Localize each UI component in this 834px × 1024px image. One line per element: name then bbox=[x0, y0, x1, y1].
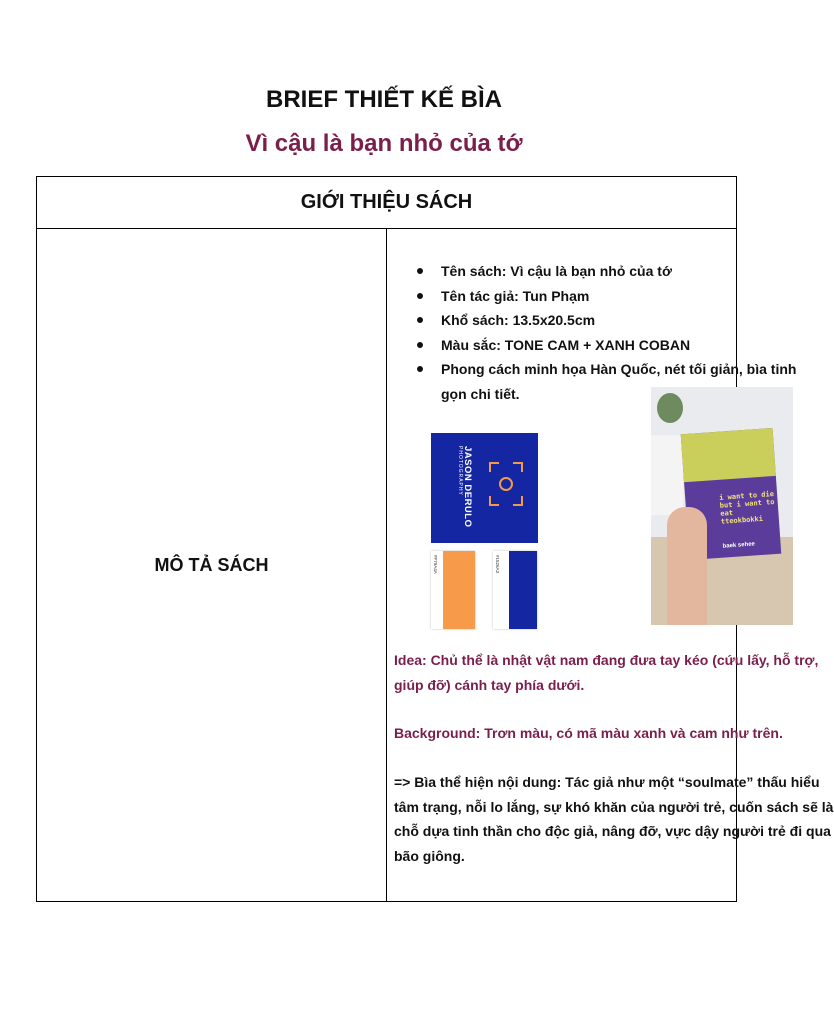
brief-table bbox=[36, 176, 834, 902]
list-item: Màu sắc: TONE CAM + XANH COBAN bbox=[417, 333, 797, 358]
spec-list bbox=[417, 259, 797, 406]
color-swatch-image bbox=[431, 433, 539, 629]
idea-paragraph: Idea: Chủ thể là nhật vật nam đang đưa tay kéo (cứu lấy, hỗ trợ, giúp đỡ) cánh tay phía dưới. bbox=[394, 652, 819, 693]
conclusion-paragraph: => Bìa thể hiện nội dung: Tác giả như một “soulmate” thấu hiểu tâm trạng, nỗi lo lắng, sự khó khăn của người trẻ, cuốn sách sẽ là chỗ dựa tinh thần cho độc giả, nâng đỡ, vực dậy người trẻ đi qua bão giông. bbox=[394, 774, 834, 864]
list-item: Tên sách: Vì cậu là bạn nhỏ của tớ bbox=[417, 259, 797, 284]
bullet-icon bbox=[417, 366, 423, 372]
camera-frame-icon bbox=[489, 462, 523, 506]
background-paragraph: Background: Trơn màu, có mã màu xanh và cam như trên. bbox=[394, 725, 783, 741]
orange-swatch-card: #F79A4A bbox=[431, 551, 475, 629]
bullet-icon bbox=[417, 293, 423, 299]
page-title: BRIEF THIẾT KẾ BÌA bbox=[265, 86, 502, 113]
reference-book-cover: i want to die but i want to eat tteokbokki baek sehee bbox=[681, 428, 782, 560]
content-cell bbox=[387, 229, 834, 902]
cobalt-card bbox=[431, 433, 538, 543]
table-header: GIỚI THIỆU SÁCH bbox=[37, 177, 737, 229]
bullet-icon bbox=[417, 268, 423, 274]
book-title-heading: Vì cậu là bạn nhỏ của tớ bbox=[245, 130, 523, 157]
row-label: MÔ TẢ SÁCH bbox=[37, 229, 387, 902]
bullet-icon bbox=[417, 342, 423, 348]
blue-swatch-card: #1526A3 bbox=[493, 551, 537, 629]
bullet-icon bbox=[417, 317, 423, 323]
list-item: Tên tác giả: Tun Phạm bbox=[417, 284, 797, 309]
book-reference-photo bbox=[651, 387, 793, 625]
brand-text: JASON DERULO PHOTOGRAPHY bbox=[457, 446, 473, 528]
plant-icon bbox=[657, 393, 683, 423]
list-item: Khổ sách: 13.5x20.5cm bbox=[417, 308, 797, 333]
list-item: Phong cách minh họa Hàn Quốc, nét tối giản, bìa tinh gọn chi tiết. bbox=[417, 357, 797, 406]
hand-image bbox=[667, 507, 707, 625]
